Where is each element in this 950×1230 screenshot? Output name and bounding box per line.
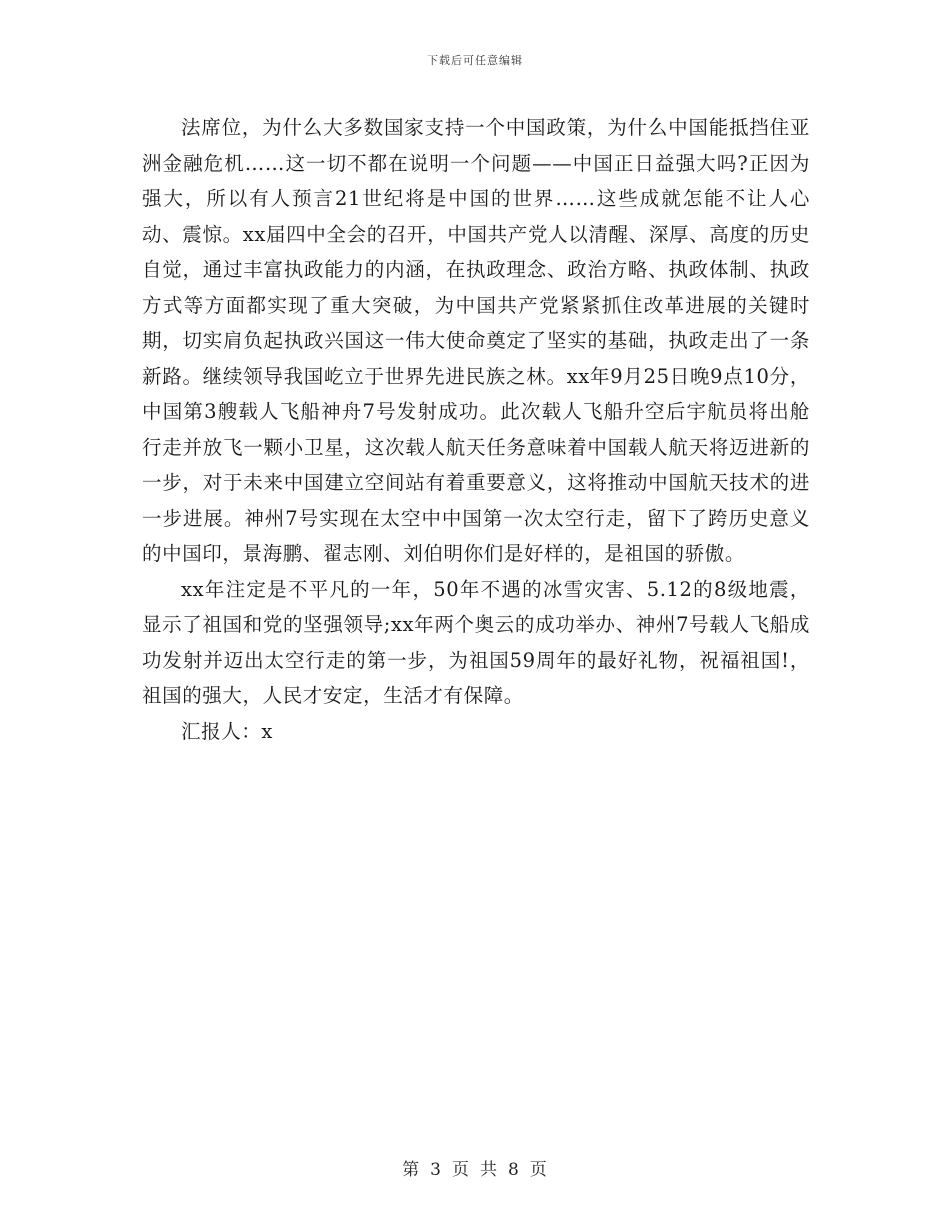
page-label-total-prefix: 共 xyxy=(480,1160,498,1180)
page-total: 8 xyxy=(508,1160,520,1180)
paragraph-1: 法席位，为什么大多数国家支持一个中国政策，为什么中国能抵挡住亚洲金融危机……这一切不都在说明一个问题——中国正日益强大吗?正因为强大，所以有人预言21世纪将是中国的世界……这些成就怎能不让人心动、震惊。xx届四中全会的召开，中国共产党人以清醒、深厚、高度的历史自觉，通过丰富执政能力的内涵，在执政理念、政治方略、执政体制、执政方式等方面都实现了重大突破，为中国共产党紧紧抓住改革进展的关键时期，切实肩负起执政兴国这一伟大使命奠定了坚实的基础，执政走出了一条新路。继续领导我国屹立于世界先进民族之林。xx年9月25日晚9点10分，中国第3艘载人飞船神舟7号发射成功。此次载人飞船升空后宇航员将出舱行走并放飞一颗小卫星，这次载人航天任务意味着中国载人航天将迈进新的一步，对于未来中国建立空间站有着重要意义，这将推动中国航天技术的进一步进展。神州7号实现在太空中中国第一次太空行走，留下了跨历史意义的中国印，景海鹏、翟志刚、刘伯明你们是好样的，是祖国的骄傲。 xyxy=(142,116,810,565)
paragraph-signature: 汇报人：x xyxy=(181,719,273,743)
header-note: 下载后可任意编辑 xyxy=(427,54,523,67)
paragraph-2: xx年注定是不平凡的一年，50年不遇的冰雪灾害、5.12的8级地震，显示了祖国和党的坚强领导;xx年两个奥云的成功举办、神州7号载人飞船成功发射并迈出太空行走的第一步，为祖国59周年的最好礼物，祝福祖国!，祖国的强大，人民才安定，生活才有保障。 xyxy=(142,577,810,707)
page-label-prefix: 第 xyxy=(402,1160,421,1180)
page-label-mid: 页 xyxy=(452,1160,470,1180)
page-label-suffix: 页 xyxy=(529,1160,548,1180)
page-current: 3 xyxy=(430,1160,442,1180)
page-number-footer xyxy=(0,1155,950,1180)
document-body xyxy=(142,110,810,749)
